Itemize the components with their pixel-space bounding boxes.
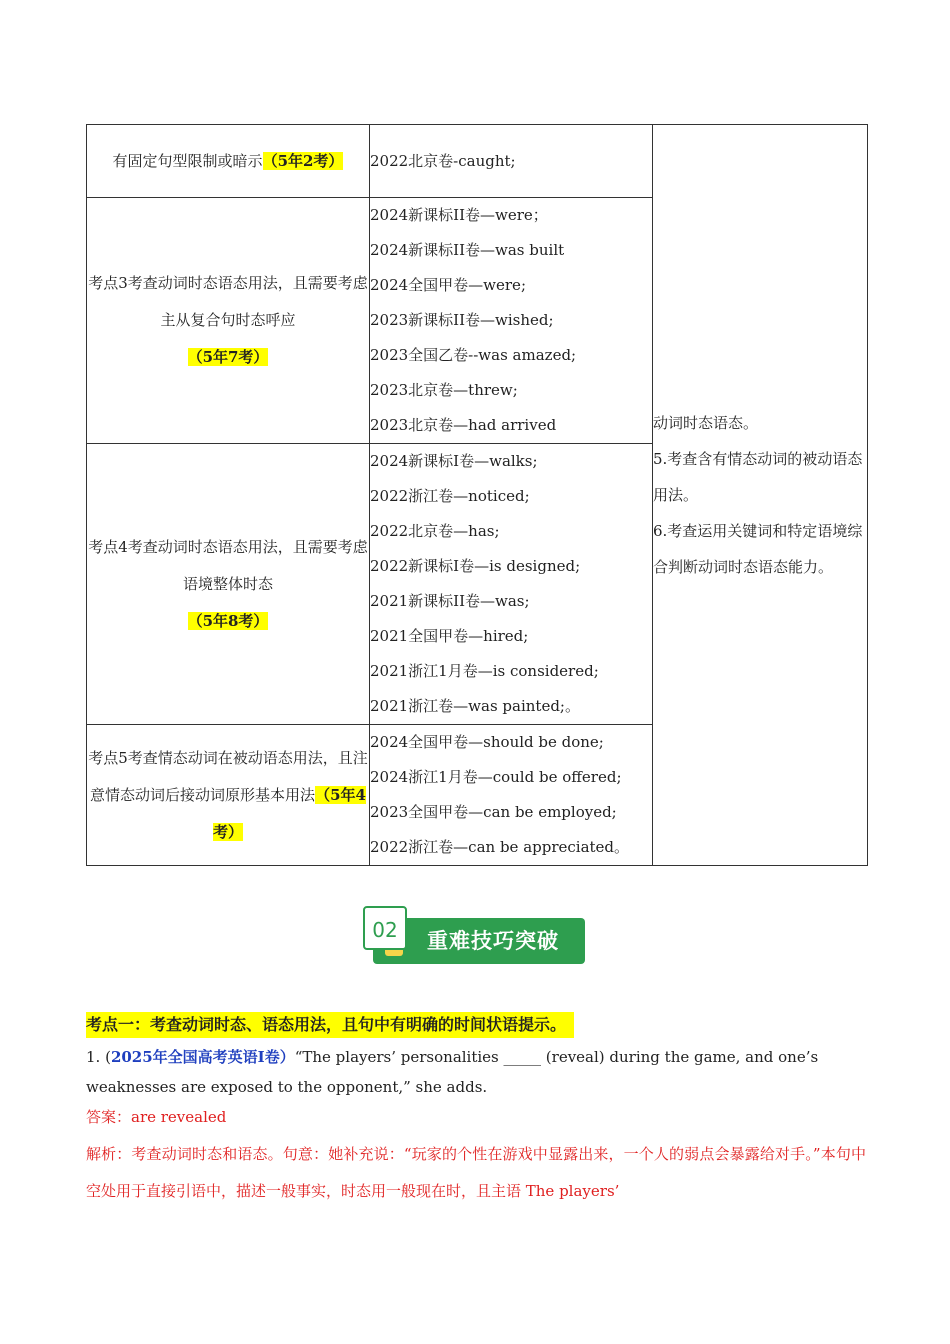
example-item: 2024新课标II卷—were； bbox=[370, 206, 548, 224]
exam-frequency-highlight: （5年2考） bbox=[262, 151, 344, 170]
exam-point-cell bbox=[87, 125, 370, 198]
goals-cell bbox=[653, 125, 868, 866]
example-item: 2023北京卷—threw; bbox=[370, 381, 518, 399]
example-item: 2022浙江卷—noticed; bbox=[370, 487, 530, 505]
example-item: 2024浙江1月卷—could be offered; bbox=[370, 768, 622, 786]
example-item: 2021浙江1月卷—is considered; bbox=[370, 662, 599, 680]
section-heading: 考点一：考查动词时态、语态用法，且句中有明确的时间状语提示。 bbox=[86, 1012, 574, 1038]
answer: 答案：are revealed bbox=[86, 1108, 227, 1126]
section-badge bbox=[363, 906, 585, 970]
example-item: 2022浙江卷—can be appreciated。 bbox=[370, 838, 630, 856]
example-item: 2024新课标II卷—was built bbox=[370, 241, 565, 259]
example-item: 2021全国甲卷—hired; bbox=[370, 627, 529, 645]
badge-number: 02 bbox=[363, 906, 407, 950]
example-item: 2024全国甲卷—were; bbox=[370, 276, 526, 294]
examples-cell bbox=[370, 198, 653, 444]
exam-frequency-highlight: （5年4考） bbox=[212, 785, 366, 841]
goal-item: 动词时态语态。 bbox=[653, 414, 759, 432]
example-item: 2022北京卷-caught; bbox=[370, 151, 516, 170]
exam-point-text: 有固定句型限制或暗示 bbox=[112, 151, 263, 170]
question-source: 2025年全国高考英语I卷） bbox=[110, 1048, 295, 1066]
exam-points-table bbox=[86, 124, 868, 866]
exam-point-cell bbox=[87, 198, 370, 444]
example-item: 2022北京卷—has; bbox=[370, 522, 500, 540]
examples-cell bbox=[370, 444, 653, 725]
example-item: 2023新课标II卷—wished; bbox=[370, 311, 554, 329]
question bbox=[86, 1042, 866, 1102]
goal-item: 6.考查运用关键词和特定语境综合判断动词时态语态能力。 bbox=[653, 522, 863, 576]
exam-frequency-highlight: （5年8考） bbox=[187, 611, 269, 630]
example-item: 2023全国甲卷—can be employed; bbox=[370, 803, 617, 821]
examples-cell bbox=[370, 125, 653, 198]
example-item: 2023全国乙卷--was amazed; bbox=[370, 346, 577, 364]
table-row bbox=[87, 125, 868, 198]
badge-title: 重难技巧突破 bbox=[427, 929, 559, 953]
question-number: 1. ( bbox=[86, 1048, 111, 1066]
example-item: 2021新课标II卷—was; bbox=[370, 592, 530, 610]
example-item: 2024全国甲卷—should be done; bbox=[370, 733, 604, 751]
question-text: “The players’ personalities _____ (reveal) during the game, and one’s weaknesses are exposed to the opponent,” she adds. bbox=[86, 1048, 819, 1096]
exam-point-cell bbox=[87, 725, 370, 866]
exam-point-text: 考点3考查动词时态语态用法，且需要考虑主从复合句时态呼应 bbox=[88, 274, 368, 329]
examples-cell bbox=[370, 725, 653, 866]
exam-point-cell bbox=[87, 444, 370, 725]
example-item: 2021浙江卷—was painted;。 bbox=[370, 697, 580, 715]
example-item: 2024新课标I卷—walks; bbox=[370, 452, 538, 470]
exam-point-text: 考点5考查情态动词在被动语态用法，且注意情态动词后接动词原形基本用法 bbox=[88, 748, 368, 804]
example-item: 2023北京卷—had arrived bbox=[370, 416, 557, 434]
goal-item: 5.考查含有情态动词的被动语态用法。 bbox=[653, 450, 863, 504]
exam-frequency-highlight: （5年7考） bbox=[187, 348, 269, 366]
example-item: 2022新课标I卷—is designed; bbox=[370, 557, 581, 575]
exam-point-text: 考点4考查动词时态语态用法，且需要考虑语境整体时态 bbox=[88, 537, 368, 593]
explanation: 解析：考查动词时态和语态。句意：她补充说：“玩家的个性在游戏中显露出来，一个人的弱点会暴露给对手。”本句中空处用于直接引语中，描述一般事实，时态用一般现在时，且主语 The players’ bbox=[86, 1145, 866, 1200]
